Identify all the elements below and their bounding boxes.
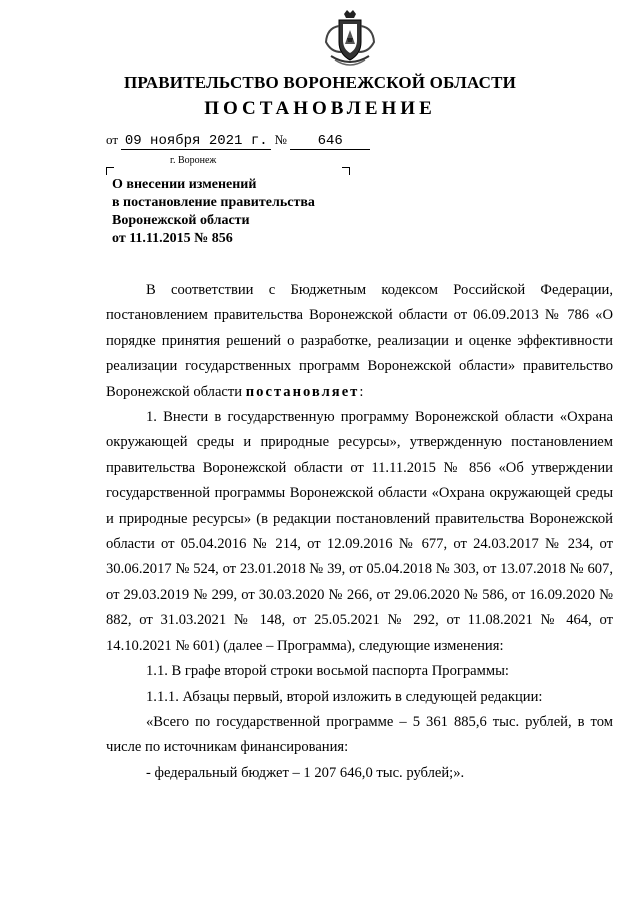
bracket-corner-left bbox=[106, 167, 114, 175]
from-label: от bbox=[106, 132, 119, 147]
body-paragraph: 1.1.1. Абзацы первый, второй изложить в следующей редакции: bbox=[146, 688, 543, 705]
subject-line: Воронежской области bbox=[112, 213, 250, 228]
document-type: ПОСТАНОВЛЕНИЕ bbox=[204, 98, 436, 119]
body-paragraph: 1.1. В графе второй строки восьмой паспорта Программы: bbox=[146, 663, 509, 680]
city-label: г. Воронеж bbox=[170, 155, 217, 166]
document-number: 646 bbox=[290, 133, 370, 150]
subject-line: О внесении изменений bbox=[112, 177, 257, 192]
document-body bbox=[106, 278, 613, 786]
organization-name: ПРАВИТЕЛЬСТВО ВОРОНЕЖСКОЙ ОБЛАСТИ bbox=[123, 73, 517, 92]
document-subject bbox=[112, 176, 315, 248]
number-label: № bbox=[274, 132, 287, 147]
paragraph-punctuation: : bbox=[359, 383, 364, 400]
document-date: 09 ноября 2021 г. bbox=[121, 133, 271, 150]
document-date-line bbox=[106, 132, 370, 150]
paragraph-text: В соответствии с Бюджетным кодексом Российской Федерации, постановлением правительства Воронежской области от 06.09.2013 № 786 «О порядке принятия решений о разработке, реализации и оценке эффективности реализации государственных программ Воронежской области» правительство Воронежской области bbox=[106, 282, 613, 400]
resolution-verb: постановляет bbox=[245, 383, 360, 400]
subject-line: от 11.11.2015 № 856 bbox=[112, 231, 233, 246]
body-paragraph: «Всего по государственной программе – 5 361 885,6 тыс. рублей, в том числе по источникам финансирования: bbox=[106, 713, 613, 756]
body-paragraph: - федеральный бюджет – 1 207 646,0 тыс. рублей;». bbox=[146, 764, 465, 781]
subject-line: в постановление правительства bbox=[112, 195, 315, 210]
bracket-corner-right bbox=[342, 167, 350, 175]
body-paragraph: 1. Внести в государственную программу Воронежской области «Охрана окружающей среды и природные ресурсы», утвержденную постановлением правительства Воронежской области от 11.11.2015 № 856 «Об утверждении государственной программы Воронежской области «Охрана окружающей среды и природные ресурсы» (в редакции постановлений правительства Воронежской области от 05.04.2016 № 214, от 12.09.2016 № 677, от 24.03.2017 № 234, от 30.06.2017 № 524, от 23.01.2018 № 39, от 05.04.2018 № 303, от 13.07.2018 № 607, от 29.03.2019 № 299, от 30.03.2020 № 266, от 29.06.2020 № 586, от 16.09.2020 № 882, от 31.03.2021 № 148, от 25.05.2021 № 292, от 11.08.2021 № 464, от 14.10.2021 № 601) (далее – Программа), следующие изменения: bbox=[106, 409, 613, 654]
body-paragraph bbox=[106, 278, 613, 405]
coat-of-arms-emblem bbox=[323, 8, 377, 70]
